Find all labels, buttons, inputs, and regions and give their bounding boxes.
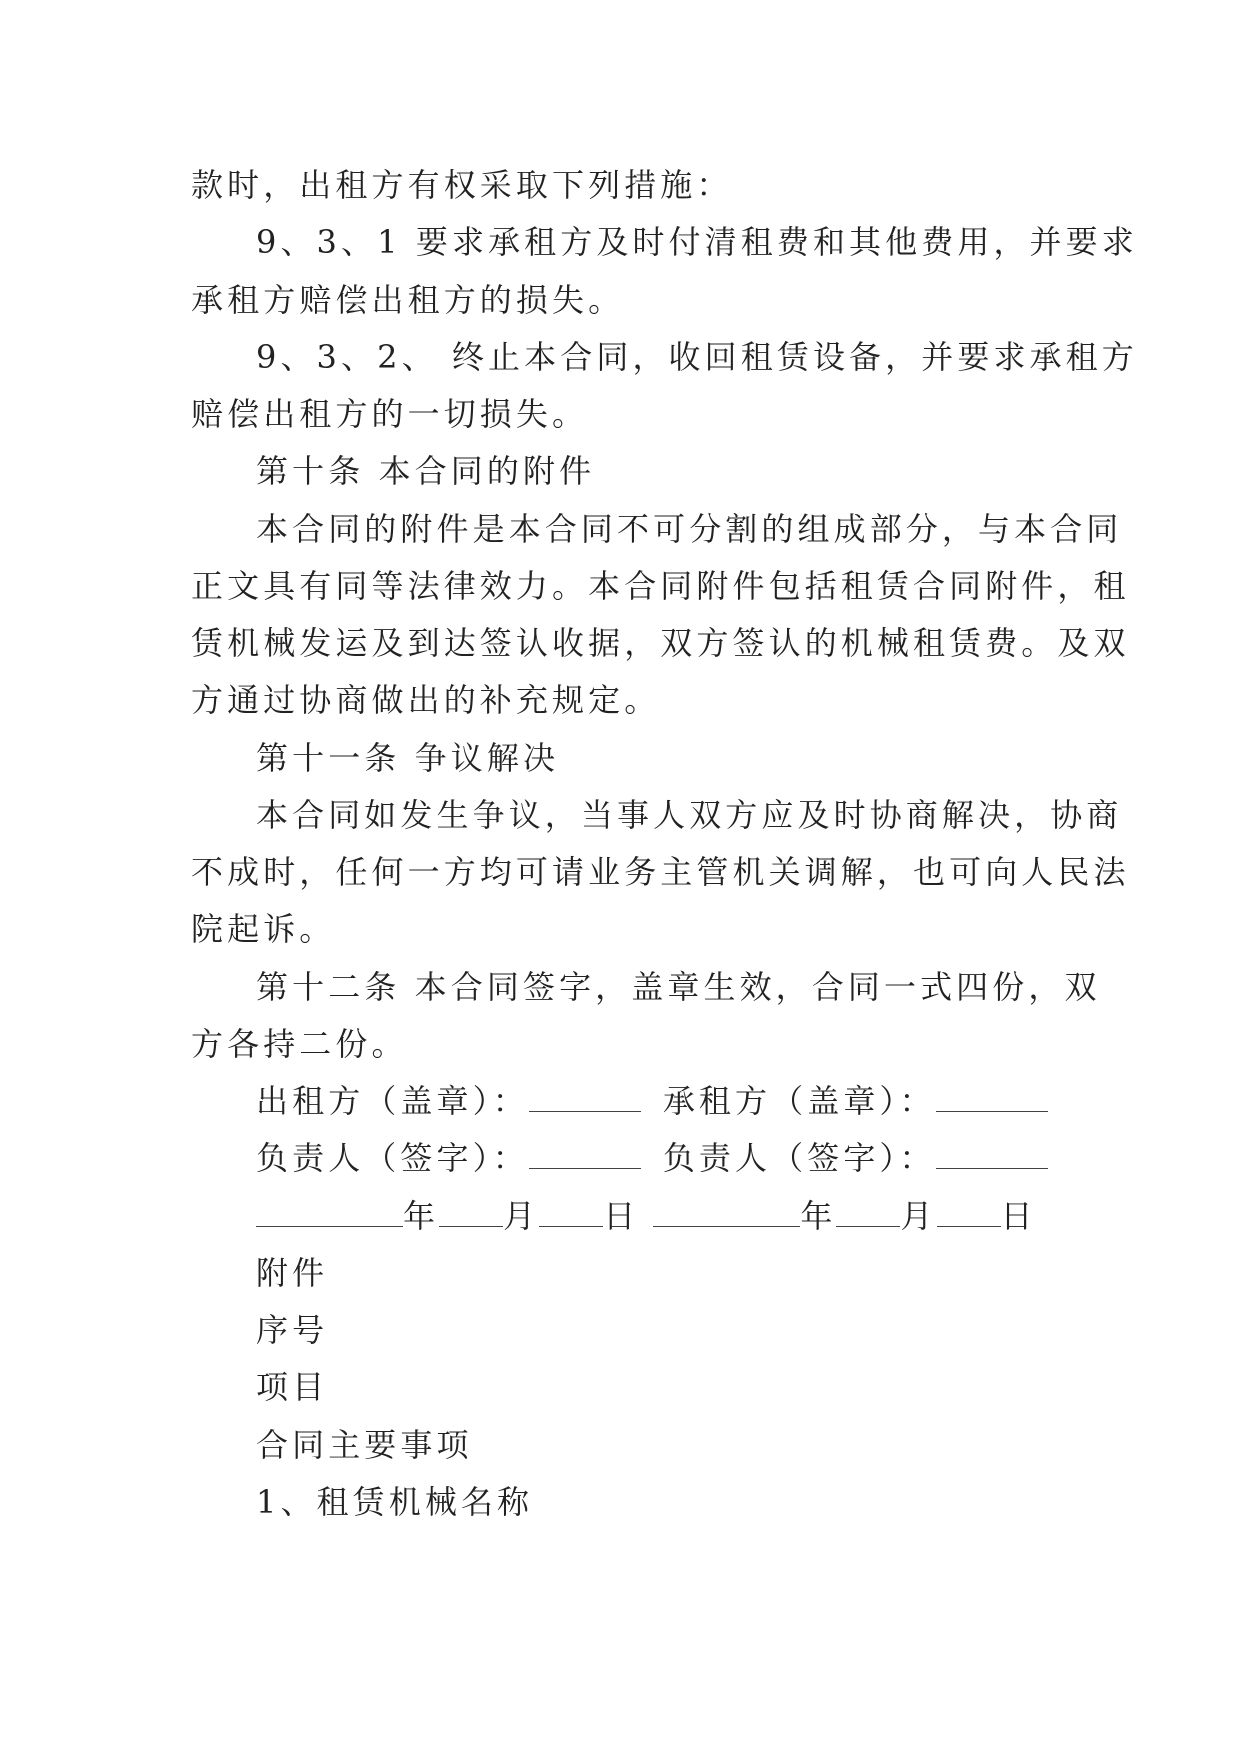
- clause-9-3-2-line2: 赔偿出租方的一切损失。: [191, 395, 589, 433]
- annex-row-1: 1、租赁机械名称: [256, 1483, 534, 1521]
- lessor-month-blank: [439, 1198, 503, 1227]
- lessor-seal-label: 出租方（盖章）：: [256, 1082, 529, 1120]
- seal-row: [256, 1081, 1048, 1121]
- article-11-heading: 第十一条 争议解决: [256, 739, 560, 777]
- clause-9-3-1-line1: 9、3、1 要求承租方及时付清租费和其他费用，并要求: [256, 223, 1138, 261]
- article-10-line3: 赁机械发运及到达签认收据，双方签认的机械租赁费。及双: [191, 624, 1130, 662]
- article-12-line1: 第十二条 本合同签字，盖章生效，合同一式四份，双: [256, 968, 1101, 1006]
- article-11-line2: 不成时，任何一方均可请业务主管机关调解，也可向人民法: [191, 853, 1130, 891]
- signature-row: [256, 1138, 1048, 1178]
- article-10-line1: 本合同的附件是本合同不可分割的组成部分，与本合同: [256, 510, 1123, 548]
- article-10-line2: 正文具有同等法律效力。本合同附件包括租赁合同附件，租: [191, 567, 1130, 605]
- date-row: [256, 1196, 1037, 1236]
- lessor-month-label: 月: [503, 1197, 540, 1235]
- lessor-day-blank: [539, 1198, 603, 1227]
- lessee-rep-blank: [936, 1140, 1048, 1169]
- lessee-rep-label: 负责人（签字）：: [662, 1139, 936, 1177]
- lessee-month-blank: [836, 1198, 900, 1227]
- clause-9-3-2-line1: 9、3、2、 终止本合同，收回租赁设备，并要求承租方: [256, 338, 1138, 376]
- lessee-seal-label: 承租方（盖章）：: [662, 1082, 936, 1120]
- article-10-line4: 方通过协商做出的补充规定。: [191, 681, 661, 719]
- lessor-seal-blank: [529, 1083, 641, 1112]
- paragraph-line: 款时，出租方有权采取下列措施：: [191, 166, 733, 204]
- article-11-line1: 本合同如发生争议，当事人双方应及时协商解决，协商: [256, 796, 1123, 834]
- annex-serial-header: 序号: [256, 1311, 329, 1349]
- lessor-rep-blank: [529, 1140, 641, 1169]
- lessee-year-label: 年: [800, 1197, 837, 1235]
- annex-item-header: 项目: [256, 1368, 329, 1406]
- lessee-day-blank: [937, 1198, 1001, 1227]
- lessor-year-blank: [256, 1198, 403, 1227]
- lessee-day-label: 日: [1000, 1197, 1037, 1235]
- lessor-rep-label: 负责人（签字）：: [256, 1139, 529, 1177]
- article-12-line2: 方各持二份。: [191, 1025, 408, 1063]
- lessor-year-label: 年: [403, 1197, 440, 1235]
- lessee-year-blank: [653, 1198, 800, 1227]
- lessee-seal-blank: [936, 1083, 1048, 1112]
- lessee-month-label: 月: [900, 1197, 937, 1235]
- article-11-line3: 院起诉。: [191, 910, 336, 948]
- clause-9-3-1-line2: 承租方赔偿出租方的损失。: [191, 281, 625, 319]
- annex-main-matters: 合同主要事项: [256, 1426, 473, 1464]
- article-10-heading: 第十条 本合同的附件: [256, 452, 596, 490]
- annex-title: 附件: [256, 1254, 329, 1292]
- lessor-day-label: 日: [603, 1197, 640, 1235]
